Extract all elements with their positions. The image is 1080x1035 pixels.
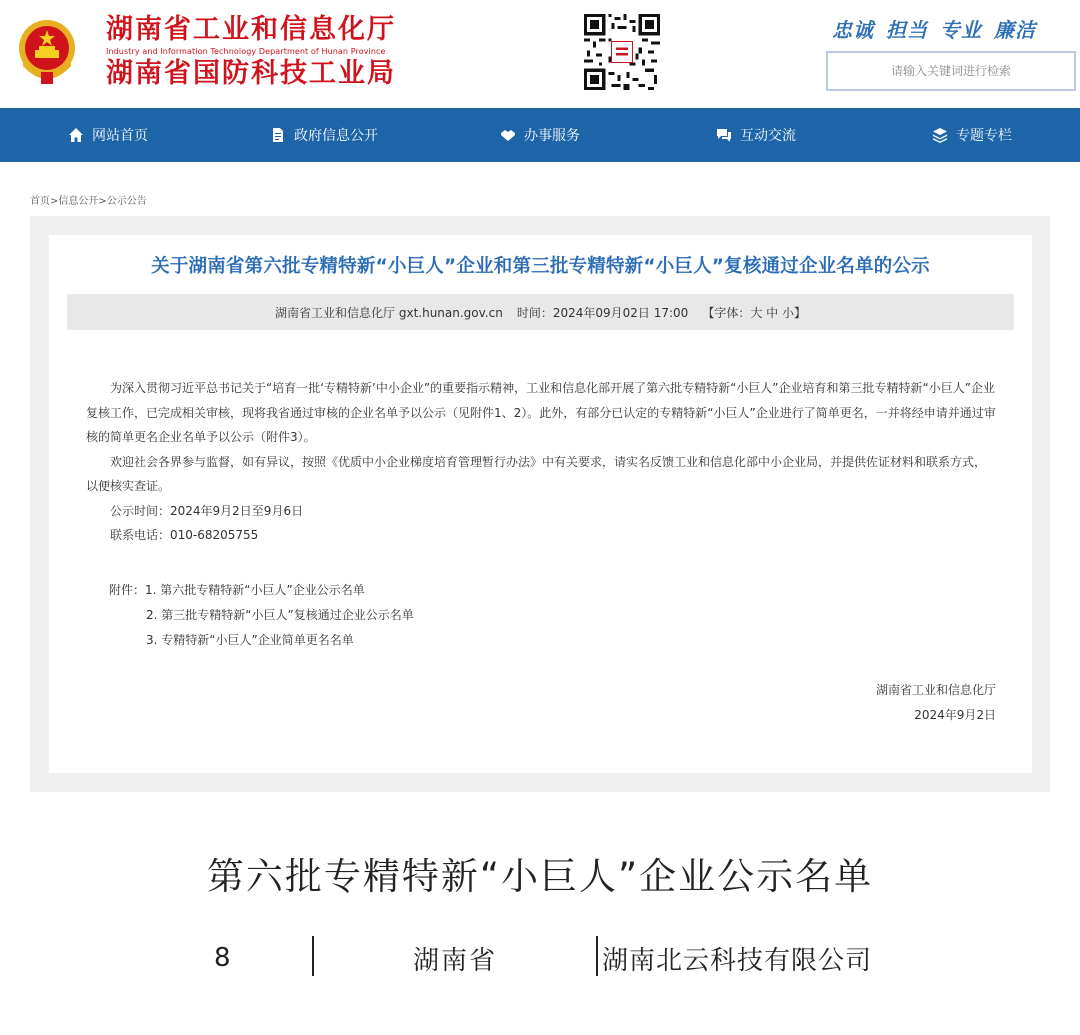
row-number: 8 [214, 943, 231, 973]
site-brand[interactable] [106, 14, 446, 91]
search-box [826, 51, 1076, 91]
nav-item-label: 办事服务 [524, 128, 580, 144]
nav-item-label: 网站首页 [92, 128, 148, 144]
attachment-list [109, 578, 414, 653]
attachment-link[interactable]: 1. 第六批专精特新“小巨人”企业公示名单 [145, 583, 365, 597]
column-divider [312, 936, 314, 976]
slogan-word: 专业 [940, 18, 982, 42]
font-size-switcher[interactable]: 【字体：大 中 小】 [702, 305, 806, 320]
attachments-label: 附件： [109, 583, 146, 597]
national-emblem-icon [15, 16, 79, 86]
article-paragraph: 公示时间：2024年9月2日至9月6日 [110, 503, 304, 518]
chat-icon [716, 127, 732, 143]
nav-item-services[interactable] [432, 108, 648, 162]
layers-icon [932, 127, 948, 143]
nav-item-interaction[interactable] [648, 108, 864, 162]
article-source: 湖南省工业和信息化厅 gxt.hunan.gov.cn [275, 305, 503, 320]
home-icon [68, 127, 84, 143]
column-divider [596, 936, 598, 976]
attachment-row [109, 628, 414, 653]
article-meta [67, 294, 1014, 330]
brand-name-secondary: 湖南省国防科技工业局 [106, 58, 396, 89]
list-title: 第六批专精特新“小巨人”企业公示名单 [206, 855, 874, 898]
nav-item-label: 专题专栏 [956, 128, 1012, 144]
article-time: 时间：2024年09月02日 17:00 [516, 305, 689, 320]
main-nav [0, 108, 1080, 162]
slogan-word: 廉洁 [994, 18, 1036, 42]
table-row [0, 936, 1080, 980]
breadcrumb[interactable]: 首页>信息公开>公示公告 [30, 196, 147, 207]
nav-item-label: 互动交流 [740, 128, 796, 144]
slogan [832, 14, 1072, 43]
slogan-word: 担当 [886, 18, 928, 42]
nav-item-home[interactable] [0, 108, 216, 162]
handshake-icon [500, 127, 516, 143]
document-icon [270, 127, 286, 143]
attachment-row [109, 603, 414, 628]
article-paragraph: 联系电话：010-68205755 [110, 528, 259, 542]
attachment-row [109, 578, 414, 603]
article-title: 关于湖南省第六批专精特新“小巨人”企业和第三批专精特新“小巨人”复核通过企业名单的公示 [151, 256, 930, 277]
brand-name-english: Industry and Information Technology Department of Hunan Province [106, 47, 386, 56]
signature-org: 湖南省工业和信息化厅 [875, 683, 996, 697]
attachment-link[interactable]: 2. 第三批专精特新“小巨人”复核通过企业公示名单 [146, 608, 414, 622]
nav-item-label: 政府信息公开 [294, 128, 378, 144]
nav-item-topics[interactable] [864, 108, 1080, 162]
search-input[interactable] [828, 53, 1074, 89]
attachment-link[interactable]: 3. 专精特新“小巨人”企业简单更名名单 [146, 633, 354, 647]
article-paragraph: 欢迎社会各界参与监督，如有异议，按照《优质中小企业梯度培育管理暂行办法》中有关要求，请实名反馈工业和信息化部中小企业局，并提供佐证材料和联系方式，以便核实查证。 [86, 454, 987, 493]
nav-item-gov-info[interactable] [216, 108, 432, 162]
row-province: 湖南省 [413, 945, 498, 976]
article-signature [876, 678, 996, 728]
brand-name-primary: 湖南省工业和信息化厅 [106, 14, 396, 45]
article-body [86, 376, 996, 548]
slogan-word: 忠诚 [832, 18, 874, 42]
qr-code-icon [584, 14, 660, 90]
row-company: 湖南北云科技有限公司 [602, 945, 873, 976]
signature-date: 2024年9月2日 [914, 708, 996, 722]
site-header [0, 0, 1080, 108]
article-paragraph: 为深入贯彻习近平总书记关于“培育一批‘专精特新’中小企业”的重要指示精神，工业和信息化部开展了第六批专精特新“小巨人”企业培育和第三批专精特新“小巨人”企业复核工作，已完成相关审核，现将我省通过审核的企业名单予以公示（见附件1、2）。此外，有部分已认定的专精特新“小巨人”企业进行了简单更名，一并将经申请并通过审核的简单更名企业名单予以公示（附件3）。 [86, 381, 996, 444]
